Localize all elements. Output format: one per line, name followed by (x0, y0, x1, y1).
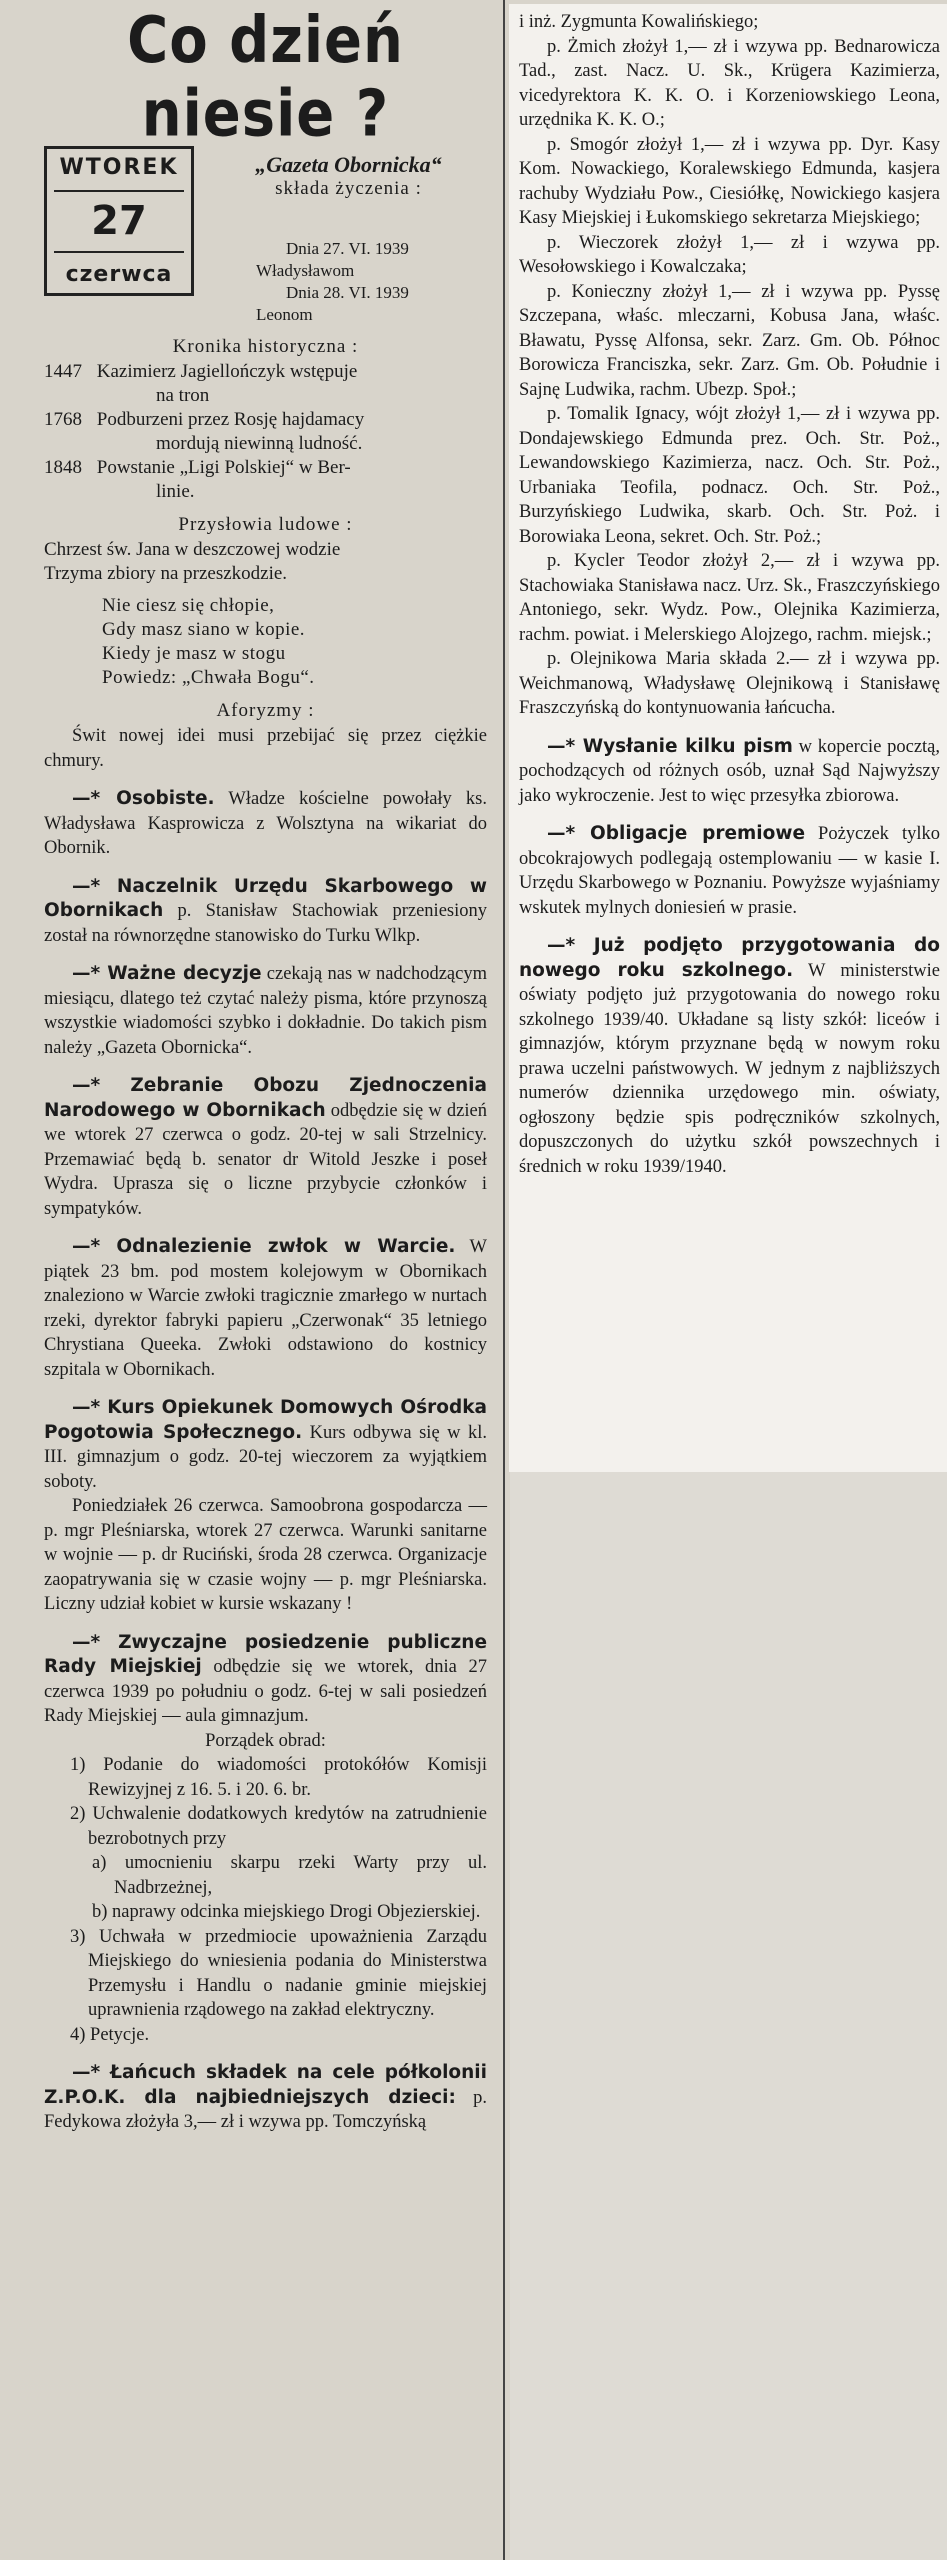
article-zebranie: —* Zebranie Obozu Zjednoczenia Narodowego w Obornikach odbędzie się w dzień we wtorek 27 czerwca o godz. 20-tej w sali Strzelnicy. Przemawiać będą b. senator dr Witold Jeszke i poseł Wydra. Uprasza się o liczne przybycie członków i sympatyków. (44, 1075, 487, 1219)
chronicle-title: Kronika historyczna : (172, 336, 359, 357)
chronicle-entry: 1447 Kazimierz Jagiellończyk wstępuje (44, 361, 358, 382)
article-kurs: —* Kurs Opiekunek Domowych Ośrodka Pogotowia Społecznego. Kurs odbywa się w kl. III. gimnazjum o godz. 20-tej wieczorem za wyjątkiem soboty. Poniedziałek 26 czerwca. Samoobrona gospodarcza — p. mgr Pleśniarska, wtorek 27 czerwca. Warunki sanitarne w wojnie — p. dr Ruciński, środa 28 czerwca. Organizacje zaopatrywania się w czasie wojny — p. mgr Pleśniarska. Liczny udział kobiet w kursie wskazany ! (44, 1397, 487, 1614)
date-box (44, 146, 194, 296)
donation-para: p. Smogór złożył 1,— zł i wzywa pp. Dyr. Kasy Kom. Nowackiego, Koralewskiego Edmunda, kasjera rachuby Wydziału Pow., Ciesiółkę, Nowickiego kasjera Kasy Miejskiej i Łukomskiego sekretarza Miejskiego; (519, 134, 940, 228)
article-zwloki: —* Odnalezienie zwłok w Warcie. W piątek 23 bm. pod mostem kolejowym w Obornikach znaleziono w Warcie zwłoki tragicznie zmarłego w nurtach rzeki, dyrektor fabryki papieru „Czerwonak“ 35 letniego Chrystiana Queeka. Zwłoki odstawiono do kostnicy szpitala w Obornikach. (44, 1236, 487, 1380)
nameday-2: Dnia 28. VI. 1939 Leonom (256, 283, 409, 324)
donation-para: p. Żmich złożył 1,— zł i wzywa pp. Bednarowicza Tad., zast. Nacz. U. Sk., Krügera Kazimierza, vicedyrektora K. K. O. i Korzeniowskiego Leona, urzędnika K. K. O.; (519, 36, 940, 130)
order-title: Porządek obrad: (205, 1730, 326, 1751)
right-column-content (509, 4, 947, 1472)
masthead-row (44, 146, 487, 326)
article-decyzje: —* Ważne decyzje czekają nas w nadchodzącym miesiącu, dlatego też czytać należy pisma, które przynoszą wszystkie wiadomości szybko i dokładnie. Do takich pism należy „Gazeta Obornicka“. (44, 963, 487, 1058)
aphorism-text: Świt nowej idei musi przebijać się przez ciężkie chmury. (44, 726, 487, 771)
nameday-1: Dnia 27. VI. 1939 Władysławom (256, 239, 409, 280)
divider (54, 251, 184, 253)
divider (54, 190, 184, 192)
article-pisma: —* Wysłanie kilku pism w kopercie pocztą, pochodzących od różnych osób, uznał Sąd Najwyższy jako wykroczenie. Jest to więc przesyłka zbiorowa. (519, 735, 940, 806)
proverbs-title: Przysłowia ludowe : (178, 514, 353, 535)
right-column (503, 0, 947, 1472)
chronicle-entry: 1848 Powstanie „Ligi Polskiej“ w Ber- (44, 457, 351, 478)
blank-area (510, 1468, 947, 2560)
wishes-text: składa życzenia : (275, 178, 422, 199)
aphorisms-title: Aforyzmy : (216, 700, 315, 721)
chronicle-list: 1447 Kazimierz Jagiellończyk wstępuje na tron 1768 Podburzeni przez Rosję hajdamacy mordują niewinną ludność. 1848 Powstanie „Ligi Polskiej“ w Ber- linie. (44, 360, 487, 504)
donation-para: p. Tomalik Ignacy, wójt złożył 1,— zł i wzywa pp. Dondajewskiego Edmunda prez. Och. Str. Poż., Lewandowskiego Kazimierza, nacz. Och. Str. Poż., Urbaniaka Teofila, podnacz. Och. Str. Poż., Burzyńskiego Ludwika, skarb. Och. Str. Poż. i Borowiaka Leona, sekret. Och. Str. Poż.; (519, 404, 940, 547)
donation-para: p. Olejnikowa Maria składa 2.— zł i wzywa pp. Weichmanową, Władysławę Olejnikową i Stanisławę Fraszczyńską do kontynuowania łańcucha. (519, 649, 940, 718)
donation-para: p. Konieczny złożył 1,— zł i wzywa pp. Pyssę Szczepana, właśc. mleczarni, Kobusa Jana, właśc. Bławatu, Pyssę Alfonsa, sekr. Zarz. Gm. Ob. Północ Borowicza Franciszka, sekr. Zarz. Gm. Ob. Południe i Sajnę Ludwika, rachm. Ubezp. Społ.; (519, 281, 940, 400)
wishes-block (210, 146, 487, 326)
masthead-title: Co dzień niesie ? (127, 3, 404, 152)
article-obligacje: —* Obligacje premiowe Pożyczek tylko obcokrajowych podlegają ostemplowaniu — w kasie I. Urzędu Skarbowego w Poznaniu. Powyższe wyjaśniamy wskutek mylnych doniesień w prasie. (519, 823, 940, 918)
proverb-line: Chrzest św. Jana w deszczowej wodzie (44, 539, 341, 560)
poem: Nie ciesz się chłopie, Gdy masz siano w kopie. Kiedy je masz w stogu Powiedz: „Chwała Bogu“. (102, 595, 315, 688)
month-name: czerwca (65, 262, 173, 287)
donation-para: i inż. Zygmunta Kowalińskiego; (519, 12, 759, 32)
donation-para: p. Kycler Teodor złożył 2,— zł i wzywa pp. Stachowiaka Stanisława nacz. Urz. Sk., Fraszczyńskiego Antoniego, sekr. Wydz. Pow., Olejnika Kazimierza, rachm. powiat. i Melerskiego Alojzego, rachm. miejsk.; (519, 551, 940, 645)
gazeta-name: „Gazeta Obornicka“ (255, 152, 442, 177)
article-naczelnik: —* Naczelnik Urzędu Skarbowego w Obornikach p. Stanisław Stachowiak przeniesiony został na równorzędne stanowisko do Turku Wlkp. (44, 875, 488, 946)
proverb-line: Trzyma zbiory na przeszkodzie. (44, 563, 288, 584)
day-number: 27 (91, 198, 147, 244)
article-rada: —* Zwyczajne posiedzenie publiczne Rady Miejskiej odbędzie się we wtorek, dnia 27 czerwca 1939 po południu o godz. 6-tej w sali posiedzeń Rady Miejskiej — aula gimnazjum. Porządek obrad: 1) Podanie do wiadomości protokółów Komisji Rewizyjnej z 16. 5. i 20. 6. br. 2) Uchwalenie dodatkowych kredytów na zatrudnienie bezrobotnych przy a) umocnieniu skarpu rzeki Warty przy ul. Nadbrzeżnej, b) naprawy odcinka miejskiego Drogi Objezierskiej. 3) Uchwała w przedmiocie upoważnienia Zarządu Miejskiego do wniesienia podania do Ministerstwa Przemysłu i Handlu o nadanie gminie miejskiej uprawnienia rządowego na zakład elektryczny. 4) Petycje. (44, 1631, 488, 2045)
day-of-week: WTOREK (59, 155, 179, 180)
article-osobiste: —* Osobiste. Władze kościelne powołały ks. Władysława Kasprowicza z Wolsztyna na wikariat do Obornik. (44, 788, 488, 858)
chronicle-entry: 1768 Podburzeni przez Rosję hajdamacy (44, 409, 365, 430)
left-column (0, 0, 503, 2135)
donation-para: p. Wieczorek złożył 1,— zł i wzywa pp. Wesołowskiego i Kowalczaka; (519, 232, 940, 277)
article-lancuch: —* Łańcuch składek na cele półkolonii Z.P.O.K. dla najbiedniejszych dzieci: p. Fedykowa złożyła 3,— zł i wzywa pp. Tomczyńską (44, 2062, 487, 2132)
article-rok-szkolny: —* Już podjęto przygotowania do nowego roku szkolnego. W ministerstwie oświaty podjęto już przygotowania do nowego roku szkolnego 1939/40. Układane są listy szkół: liceów i gimnazjów, którym przyznane będą w nowym roku prawa uczelni państwowych. W jednym z najbliższych numerów dziennika urzędowego min. oświaty, ogłoszony będzie spis podręczników szkolnych, dopuszczonych do użytku szkół powszechnych i średnich w roku 1939/1940. (519, 935, 940, 1177)
